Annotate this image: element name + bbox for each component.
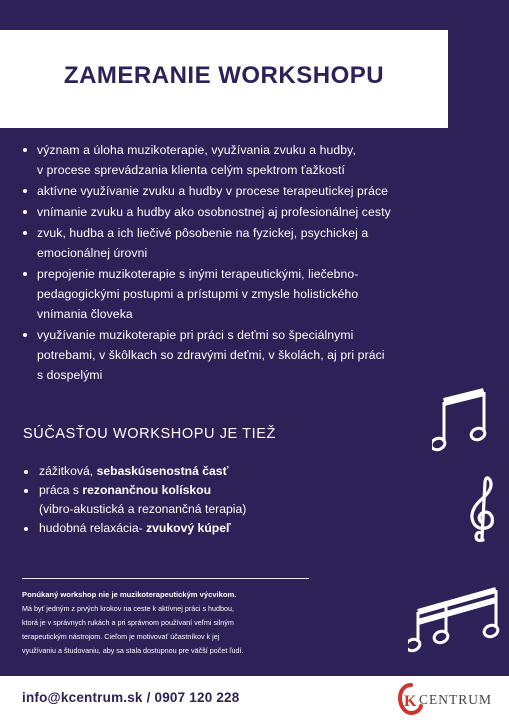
list-item: [22, 140, 452, 180]
item-detail: (vibro-akustická a rezonančná terapia): [39, 502, 247, 516]
kcentrum-logo: [398, 682, 508, 716]
list-item: [22, 519, 322, 538]
list-item-line: význam a úloha muzikoterapie, využívania zvuku a hudby,: [37, 143, 356, 157]
list-item: [22, 202, 452, 222]
logo-letter: K: [404, 693, 417, 710]
logo-text: CENTRUM: [419, 692, 493, 707]
divider: [22, 578, 309, 579]
footer: [0, 676, 509, 720]
disclaimer: [22, 588, 322, 658]
list-item: [22, 462, 322, 481]
disclaimer-line: využívaniu a študovaniu, aby sa stala dostupnou pre väčší počet ľudí.: [22, 646, 244, 655]
list-item: [22, 325, 452, 385]
item-text: zážitková,: [39, 464, 97, 478]
treble-clef-icon: [466, 476, 500, 546]
item-text: práca s: [39, 483, 83, 497]
disclaimer-heading: Ponúkaný workshop nie je muzikoterapeutickým výcvikom.: [22, 590, 237, 599]
list-item-line: využívanie muzikoterapie pri práci s deťmi so špeciálnymi: [37, 328, 354, 342]
item-highlight: rezonančnou kolískou: [82, 483, 212, 497]
list-item-line: vnímanie zvuku a hudby ako osobnostnej aj profesionálnej cesty: [37, 205, 391, 219]
list-item-line: prepojenie muzikoterapie s inými terapeutickými, liečebno-: [37, 267, 359, 281]
list-item: [22, 481, 322, 519]
list-item: [22, 223, 452, 263]
list-item: [22, 264, 452, 324]
disclaimer-line: ktorá je v správnych rukách a pri správnom používaní veľmi silným: [22, 618, 234, 627]
list-item-line: v procese sprevádzania klienta celým spektrom ťažkostí: [37, 163, 346, 177]
page-title: ZAMERANIE WORKSHOPU: [63, 62, 385, 89]
section-heading: SÚČASŤOU WORKSHOPU JE TIEŽ: [23, 426, 276, 442]
list-item: [22, 181, 452, 201]
item-text: hudobná relaxácia-: [39, 521, 147, 535]
sixteenth-notes-icon: [408, 586, 506, 662]
list-item-line: aktívne využívanie zvuku a hudby v procese terapeutickej práce: [37, 184, 389, 198]
list-item-line: vnímania človeka: [37, 307, 133, 321]
item-highlight: sebaskúsenostná časť: [96, 464, 229, 478]
beamed-eighth-notes-icon: [432, 384, 498, 456]
disclaimer-text: [22, 602, 322, 658]
focus-list: [22, 140, 452, 386]
disclaimer-line: Má byť jedným z prvých krokov na ceste k aktívnej práci s hudbou,: [22, 604, 235, 613]
list-item-line: emocionálnej úrovni: [37, 246, 148, 260]
list-item-line: pedagogickými postupmi a prístupmi v zmysle holistického: [37, 287, 359, 301]
extras-list: [22, 462, 322, 538]
item-highlight: zvukový kúpeľ: [146, 521, 231, 535]
list-item-line: zvuk, hudba a ich liečivé pôsobenie na fyzickej, psychickej a: [37, 226, 369, 240]
list-item-line: s dospelými: [37, 368, 103, 382]
list-item-line: potrebami, v škôlkach so zdravými deťmi, v školách, aj pri práci: [37, 348, 385, 362]
contact-info: info@kcentrum.sk / 0907 120 228: [22, 690, 240, 705]
disclaimer-line: terapeutickým nástrojom. Cieľom je motivovať účastníkov k jej: [22, 632, 220, 641]
